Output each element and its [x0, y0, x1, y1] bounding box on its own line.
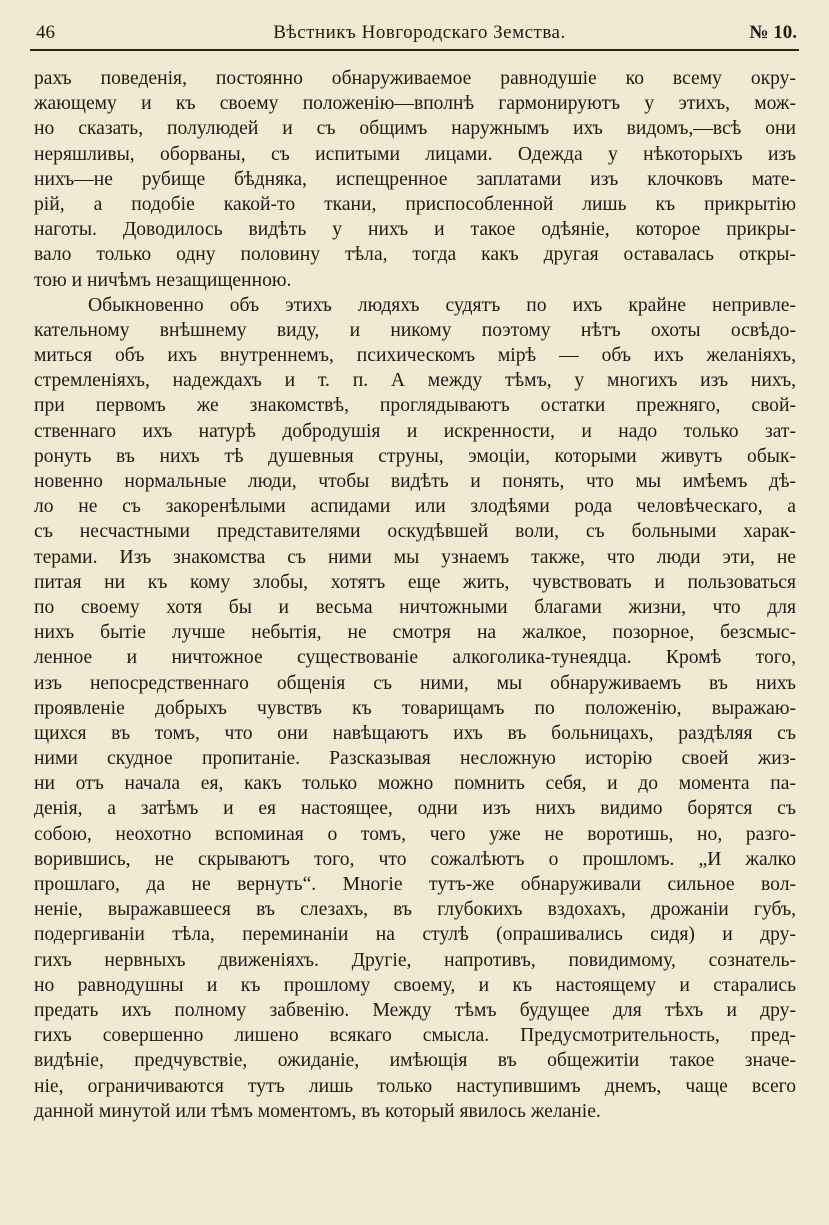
text-line: ленное и ничтожное существованіе алкоголика-тунеядца. Кромѣ того, [34, 647, 796, 669]
text-line: щихся въ томъ, что они навѣщаютъ ихъ въ больницахъ, раздѣляя съ [34, 722, 796, 744]
text-line: ронуть въ нихъ тѣ душевныя струны, эмоціи, которыми живутъ обык- [34, 445, 796, 467]
text-line: стремленіяхъ, надеждахъ и т. п. А между тѣмъ, у многихъ изъ нихъ, [34, 370, 796, 392]
text-line: ни отъ начала ея, какъ только можно помнить себя, и до момента па- [34, 773, 796, 795]
text-line: ворившись, не скрываютъ того, что сожалѣютъ о прошломъ. „И жалко [34, 848, 796, 870]
text-line: гихъ совершенно лишено всякаго смысла. Предусмотрительность, пред- [34, 1025, 796, 1047]
text-line: новенно нормальные люди, чтобы видѣть и понять, что мы имѣемъ дѣ- [34, 471, 796, 492]
text-line: подергиваніи тѣла, переминаніи на стулѣ (опрашивались сидя) и дру- [34, 924, 796, 946]
text-line: кательному внѣшнему виду, и никому поэтому нѣтъ охоты освѣдо- [34, 319, 796, 341]
text-line: терами. Изъ знакомства съ ними мы узнаемъ также, что люди эти, не [34, 546, 796, 568]
text-line: питая ни къ кому злобы, хотятъ еще жить, чувствовать и пользоваться [34, 571, 796, 593]
text-line: жающему и къ своему положенію—вполнѣ гармонируютъ у этихъ, мож- [34, 93, 796, 115]
text-line: неніе, выражавшееся въ слезахъ, въ глубокихъ вздохахъ, дрожаніи губъ, [34, 899, 796, 921]
text-line: тою и ничѣмъ незащищенною. [34, 269, 292, 291]
text-line: вало только одну половину тѣла, тогда какъ другая оставалась откры- [34, 244, 796, 266]
text-line: денія, а затѣмъ и ея настоящее, одни изъ нихъ видимо борятся съ [34, 798, 796, 820]
text-line: но сказать, полулюдей и съ общимъ наружнымъ ихъ видомъ,—всѣ они [34, 118, 796, 140]
text-line: миться объ ихъ внутреннемъ, психическомъ мірѣ — объ ихъ желаніяхъ, [34, 345, 796, 367]
text-line: нихъ бытіе лучше небытія, не смотря на жалкое, позорное, безсмыс- [34, 622, 796, 644]
text-line: проявленіе добрыхъ чувствъ къ товарищамъ по положенію, выражаю- [34, 697, 796, 719]
text-line: съ несчастными представителями оскудѣвшей воли, съ больными харак- [34, 521, 796, 543]
body-text [34, 66, 796, 1124]
text-line: нихъ—не рубище бѣдняка, испещренное заплатами изъ клочковъ мате- [34, 168, 796, 190]
text-line: прошлаго, да не вернуть“. Многіе тутъ-же обнаруживали сильное вол- [34, 874, 796, 895]
text-line: гихъ нервныхъ движеніяхъ. Другіе, напротивъ, повидимому, сознатель- [34, 949, 796, 971]
text-line: собою, неохотно вспоминая о томъ, чего уже не воротишь, но, разго- [34, 823, 796, 845]
text-line: наготы. Доводилось видѣть у нихъ и такое одѣяніе, которое прикры- [34, 219, 796, 241]
text-line: изъ непосредственнаго общенія съ ними, мы обнаруживаемъ въ нихъ [34, 672, 796, 694]
text-line: данной минутой или тѣмъ моментомъ, въ который явилось желаніе. [34, 1100, 601, 1122]
text-line: ственнаго ихъ натурѣ добродушія и искренности, и надо только зат- [34, 420, 796, 442]
text-line: но равнодушны и къ прошлому своему, и къ настоящему и старались [34, 974, 796, 996]
text-line: неряшливы, оборваны, съ испитыми лицами. Одежда у нѣкоторыхъ изъ [34, 143, 796, 165]
paragraph [34, 66, 796, 293]
journal-title: Вѣстникъ Новгородскаго Земства. [273, 22, 566, 43]
text-line: предать ихъ полному забвенію. Между тѣмъ будущее для тѣхъ и дру- [34, 999, 796, 1021]
text-line: рахъ поведенія, постоянно обнаруживаемое равнодушіе ко всему окру- [34, 68, 796, 89]
running-header [30, 18, 799, 48]
header-rule [30, 49, 799, 51]
text-line: по своему хотя бы и весьма ничтожными благами жизни, что для [34, 596, 796, 618]
text-line: ніе, ограничиваются тутъ лишь только наступившимъ днемъ, чаще всего [34, 1075, 796, 1097]
paragraph [34, 293, 796, 1124]
page-number: 46 [36, 22, 55, 43]
text-line: ло не съ закоренѣлыми аспидами или злодѣями рода человѣческаго, а [34, 496, 796, 518]
text-line: видѣніе, предчувствіе, ожиданіе, имѣющія въ общежитіи такое значе- [34, 1050, 796, 1072]
text-line: Обыкновенно объ этихъ людяхъ судятъ по ихъ крайне непривле- [88, 294, 796, 316]
issue-number: № 10. [749, 22, 797, 43]
text-line: рій, а подобіе какой-то ткани, приспособленной лишь къ прикрытію [34, 193, 796, 215]
text-line: ними скудное пропитаніе. Разсказывая несложную исторію своей жиз- [34, 748, 796, 770]
text-line: при первомъ же знакомствѣ, проглядываютъ остатки прежняго, свой- [34, 395, 796, 417]
